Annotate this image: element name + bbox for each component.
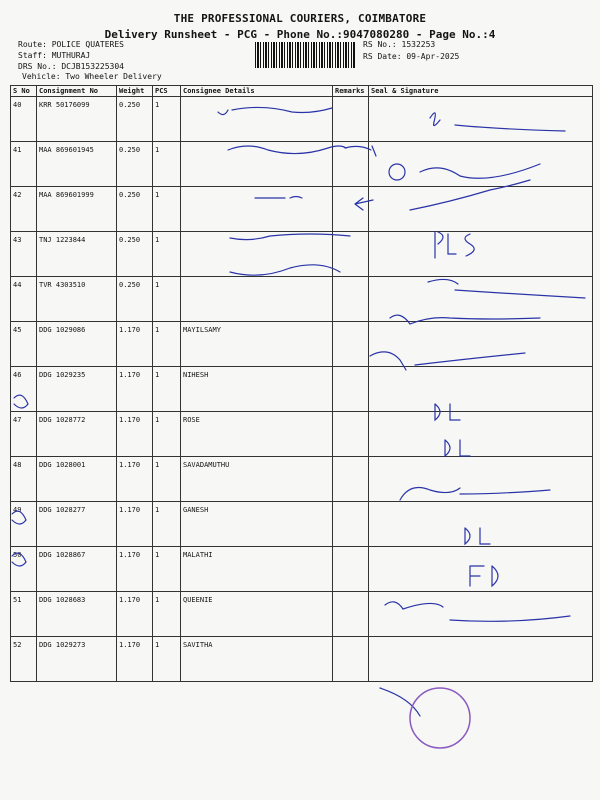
cell-weight: 1.170 [117, 412, 153, 457]
dl-mark-row48 [445, 440, 470, 456]
cell-consignment-no: DDG 1028277 [37, 502, 117, 547]
cell-pcs: 1 [153, 502, 181, 547]
seal-stamp [410, 688, 470, 748]
cell-sno: 46 [11, 367, 37, 412]
circled-number-2 [389, 164, 405, 180]
handwriting-row41-name [228, 146, 346, 154]
dl-mark-row47 [435, 404, 460, 420]
col-header-consignment: Consignment No [37, 86, 117, 97]
cell-sno: 48 [11, 457, 37, 502]
vehicle-text: Vehicle: Two Wheeler Delivery [22, 72, 162, 81]
cell-pcs: 1 [153, 637, 181, 682]
cell-pcs: 1 [153, 547, 181, 592]
cell-sno: 45 [11, 322, 37, 367]
cell-weight: 1.170 [117, 547, 153, 592]
handwriting-row43-name [230, 234, 350, 240]
cell-consignment-no: DDG 1029086 [37, 322, 117, 367]
cell-sno: 49 [11, 502, 37, 547]
cell-consignee: SAVADAMUTHU [181, 457, 333, 502]
cell-consignment-no: DDG 1028867 [37, 547, 117, 592]
cell-weight: 1.170 [117, 502, 153, 547]
rs-date-text: RS Date: 09-Apr-2025 [363, 52, 460, 61]
cell-weight: 0.250 [117, 187, 153, 232]
cell-consignee: SAVITHA [181, 637, 333, 682]
col-header-weight: Weight [117, 86, 153, 97]
serial-tick-50 [12, 511, 26, 524]
cell-consignment-no: KRR 50176099 [37, 97, 117, 142]
signature-row46 [370, 352, 525, 370]
cell-weight: 0.250 [117, 142, 153, 187]
correction-bracket [345, 146, 376, 156]
cell-sno: 44 [11, 277, 37, 322]
rs-no-text: RS No.: 1532253 [363, 40, 436, 49]
signature-row41-42 [410, 164, 540, 210]
cell-consignment-no: MAA 869601999 [37, 187, 117, 232]
ditto-mark-row42 [255, 197, 302, 199]
cell-consignment-no: TNJ 1223844 [37, 232, 117, 277]
cell-weight: 0.250 [117, 232, 153, 277]
cell-pcs: 1 [153, 457, 181, 502]
col-header-signature: Seal & Signature [369, 86, 593, 97]
serial-tick-51 [12, 553, 26, 566]
signature-row45 [390, 315, 540, 324]
serial-tick-47 [14, 395, 28, 408]
fd-mark-row51 [470, 566, 498, 586]
col-header-consignee: Consignee Details [181, 86, 333, 97]
cell-sno: 52 [11, 637, 37, 682]
pls-mark-row43 [435, 232, 474, 258]
cell-consignee: ROSE [181, 412, 333, 457]
signature-row52 [385, 602, 570, 622]
cell-sno: 47 [11, 412, 37, 457]
handwriting-row40-name [218, 107, 332, 114]
cell-weight: 1.170 [117, 367, 153, 412]
cell-consignee: NIHESH [181, 367, 333, 412]
cell-consignee: QUEENIE [181, 592, 333, 637]
route-text: Route: POLICE QUATERES [18, 40, 124, 49]
col-header-remarks: Remarks [333, 86, 369, 97]
cell-sno: 42 [11, 187, 37, 232]
cell-weight: 1.170 [117, 322, 153, 367]
cell-weight: 1.170 [117, 457, 153, 502]
staff-text: Staff: MUTHURAJ [18, 51, 91, 60]
col-header-sno: S No [11, 86, 37, 97]
cell-sno: 43 [11, 232, 37, 277]
cell-weight: 1.170 [117, 637, 153, 682]
cell-sno: 51 [11, 592, 37, 637]
cell-consignment-no: MAA 869601945 [37, 142, 117, 187]
signature-row40 [430, 113, 565, 131]
cell-consignment-no: DDG 1029235 [37, 367, 117, 412]
cell-weight: 0.250 [117, 97, 153, 142]
cell-consignment-no: DDG 1029273 [37, 637, 117, 682]
cell-pcs: 1 [153, 592, 181, 637]
cell-pcs: 1 [153, 367, 181, 412]
col-header-pcs: PCS [153, 86, 181, 97]
runsheet-title: Delivery Runsheet - PCG - Phone No.:9047080280 - Page No.:4 [104, 28, 496, 41]
cell-pcs: 1 [153, 412, 181, 457]
cell-sno: 50 [11, 547, 37, 592]
cell-pcs: 1 [153, 142, 181, 187]
signature-row44 [428, 279, 585, 298]
cell-pcs: 1 [153, 277, 181, 322]
cell-consignment-no: TVR 4303510 [37, 277, 117, 322]
cell-consignee: MAYILSAMY [181, 322, 333, 367]
signature-row49 [400, 488, 550, 500]
cell-sno: 41 [11, 142, 37, 187]
cell-consignment-no: DDG 1028683 [37, 592, 117, 637]
drs-text: DRS No.: DCJB153225304 [18, 62, 124, 71]
cell-consignee: MALATHI [181, 547, 333, 592]
handwriting-row44-name [230, 265, 340, 275]
cell-consignment-no: DDG 1028772 [37, 412, 117, 457]
cell-pcs: 1 [153, 97, 181, 142]
cell-pcs: 1 [153, 187, 181, 232]
cell-consignment-no: DDG 1028001 [37, 457, 117, 502]
cell-weight: 1.170 [117, 592, 153, 637]
cell-sno: 40 [11, 97, 37, 142]
arrow-row42 [355, 198, 373, 210]
dl-mark-row50 [465, 528, 490, 544]
cell-weight: 0.250 [117, 277, 153, 322]
cell-pcs: 1 [153, 322, 181, 367]
cell-consignee: GANESH [181, 502, 333, 547]
cell-pcs: 1 [153, 232, 181, 277]
company-title: THE PROFESSIONAL COURIERS, COIMBATORE [173, 12, 427, 25]
